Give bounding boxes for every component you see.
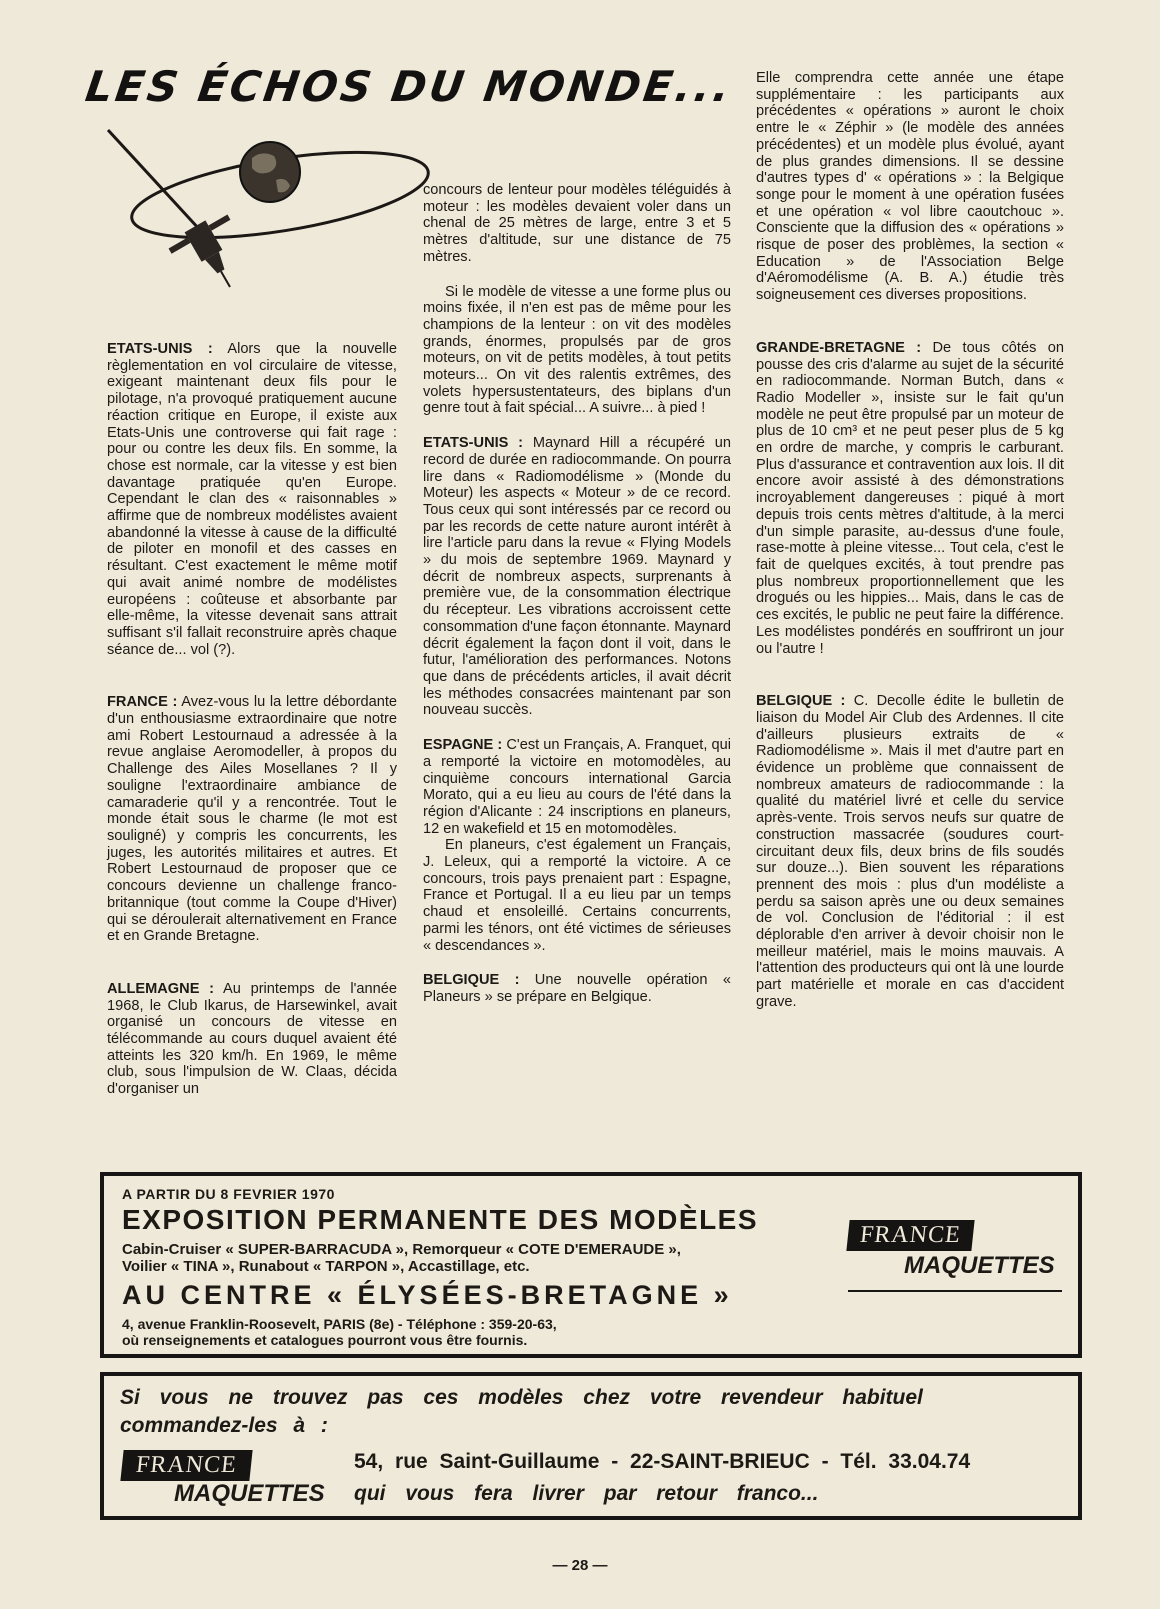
ad-address-block [122,1316,557,1348]
ad-models-line: Cabin-Cruiser « SUPER-BARRACUDA », Remorqueur « COTE D'EMERAUDE », [122,1241,681,1258]
paragraph-body: Alors que la nouvelle règlementation en vol circulaire de vitesse, exigeant maintenant deux fils pour le pilotage, n'a provoqué pratiquement aucune réaction critique en Europe, il existe aux Etats-Unis une controverse qui fait rage : pour ou contre les deux fils. En somme, la chose est normale, car la vitesse y est bien davantage pratiquée qu'en Europe. Cependant le clan des « raisonnables » affirme que de nombreux modélistes avaient abandonné la vitesse à cause de la difficulté de piloter en monofil et des casses en résultant. C'est exactement le même motif qui avait animé nombre de modélistes européens : coûteuse et absorbante par elle-même, la vitesse devenait sans attrait suffisant s'il fallait reconstruire après chaque séance de... vol (?). [107,341,397,658]
france-maquettes-logo-sub: MAQUETTES [174,1480,325,1507]
ad-address: 54, rue Saint-Guillaume - 22-SAINT-BRIEUC - Tél. 33.04.74 [354,1450,971,1473]
section-heading-belgique: BELGIQUE : [756,693,846,710]
page-title: LES ÉCHOS DU MONDE... [82,62,736,111]
column-left [107,341,397,1098]
globe-satellite-illustration [80,110,440,345]
ad-date-line: A PARTIR DU 8 FEVRIER 1970 [122,1186,335,1202]
paragraph-body: Avez-vous lu la lettre débordante d'un enthousiasme extraordinaire que notre ami Robert Lestournaud a adressée à la revue anglaise Aeromodeller, à propos du Challenge des Ailes Mosellanes ? Il y souligne l'extraordinaire ambiance de camaraderie qu'il y a rencontrée. Tout le monde était sous le charme (le mot est souligné) y compris les concurrents, les juges, les autorités militaires et autres. Et Robert Lestournaud de proposer que ce concours devienne un challenge franco-britannique (tout comme la Coupe d'Hiver) qui se déroulerait alternativement en France et en Grande Bretagne. [107,694,397,945]
france-maquettes-logo-sub: MAQUETTES [904,1252,1055,1279]
paragraph-grande-bretagne [756,340,1064,657]
france-maquettes-logo: FRANCE [846,1220,974,1251]
paragraph-etats-unis-1 [107,341,397,658]
paragraph-belgique-2 [756,693,1064,1010]
ad-venue: AU CENTRE « ÉLYSÉES-BRETAGNE » [122,1280,733,1310]
ad-tagline: qui vous fera livrer par retour franco... [354,1482,819,1505]
paragraph-body: De tous côtés on pousse des cris d'alarme au sujet de la sécurité en radiocommande. Norman Butch, dans « Radio Modeller », insiste sur le fait qu'un modèle ne peut être propulsé par un moteur de plus de 10 cm³ et ne peut peser plus de 5 kg en ordre de marche, y compris le carburant. Plus d'assurance et contravention aux lois. Il dit encore avoir assisté à des démonstrations incroyablement dangereuses : piqué à mort depuis trois cents mètres d'altitude, à la merci d'un simple parasite, au-dessus d'une foule, rase-motte à pleine vitesse... Tout cela, c'est le fait de quelques excités, à tout prendre pas plus nombreux proportionnellement que les drogués ou les hippies... Mais, dans le cas de ces excités, le public ne peut faire la différence. Les modélistes pondérés en souffriront un jour ou l'autre ! [756,339,1064,657]
france-maquettes-logo: FRANCE [120,1450,252,1481]
ad-order-line: commandez-les à : [120,1414,328,1437]
paragraph-body: Maynard Hill a récupéré un record de durée en radiocommande. On pourra lire dans « Radiomodélisme » (Monde du Moteur) les aspects « Moteur » de ce record. Tous ceux qui sont intéressés par ce record ou par les records de cette nature auront intérêt à lire l'article paru dans la revue « Flying Models » du mois de septembre 1969. Maynard y décrit de nombreux aspects, surprenants à première vue, de la consommation électrique du récepteur. Les vibrations accroissent cette consommation d'une façon étonnante. Maynard décrit également la façon dont il voit, dans le futur, l'amélioration des performances. Notons que dans de précédents articles, il avait décrit les méthodes consacrées maintenant par son nouveau succès. [423,435,731,719]
ad-address: 4, avenue Franklin-Roosevelt, PARIS (8e) - Téléphone : 359-20-63, [122,1316,557,1332]
order-advertisement [100,1372,1082,1520]
paragraph-body: Une nouvelle opération « Planeurs » se prépare en Belgique. [423,972,731,1005]
paragraph-espagne [423,737,731,837]
paragraph-body: C'est un Français, A. Franquet, qui a remporté la victoire en motomodèles, au cinquième concours international Garcia Morato, qui a eu lieu au cours de l'été dans la région d'Alicante : 24 inscriptions en planeurs, 12 en wakefield et 15 en motomodèles. [423,737,731,837]
ad-models-list [122,1241,681,1275]
ad-models-line: Voilier « TINA », Runabout « TARPON », Accastillage, etc. [122,1258,530,1275]
page-number: — 28 — [552,1557,608,1574]
section-heading-etats-unis: ETATS-UNIS : [107,341,213,357]
ad-info: où renseignements et catalogues pourront vous être fournis. [122,1332,528,1348]
section-heading-france: FRANCE : [107,694,178,711]
section-heading-allemagne: ALLEMAGNE : [107,980,215,997]
paragraph-body: Au printemps de l'année 1968, le Club Ikarus, de Harsewinkel, avait organisé un concours de vitesse en télécommande au cours duquel avaient été atteints les 320 km/h. En 1969, le même club, sous l'impulsion de W. Claas, décida d'organiser un [107,980,397,1098]
paragraph-planeurs: En planeurs, c'est également un Français, J. Leleux, qui a remporté la victoire. A ce concours, trois pays prenaient part : Espagne, France et Portugal. Il a eu lieu par un temps chaud et ensoleillé. Certains concurrents, parmi les ténors, ont été victimes de sérieuses « descendances ». [423,837,731,954]
section-heading-espagne: ESPAGNE : [423,737,503,754]
paragraph-lenteur: Si le modèle de vitesse a une forme plus ou moins fixée, il n'en est pas de même pour les champions de la lenteur : on vit des modèles grands, énormes, propulsés par de gros moteurs, on vit de petits modèles, à tout petits moteurs... On vit des ralentis extrêmes, des volets hypersustentateurs, des biplans d'un genre tout à fait spécial... A suivre... à pied ! [423,283,731,417]
ad-order-line: Si vous ne trouvez pas ces modèles chez votre revendeur habituel [120,1386,923,1409]
logo-underline [848,1290,1062,1292]
paragraph-france [107,694,397,945]
section-heading-etats-unis: ETATS-UNIS : [423,435,524,452]
column-middle [423,182,731,1006]
paragraph-continuation: concours de lenteur pour modèles téléguidés à moteur : les modèles devaient voler dans un chenal de 25 mètres de large, entre 3 et 5 mètres d'altitude, sur une distance de 75 mètres. [423,182,731,265]
column-right [756,70,1064,1011]
section-heading-belgique: BELGIQUE : [423,972,520,989]
paragraph-etats-unis-2 [423,435,731,719]
paragraph-body: C. Decolle édite le bulletin de liaison du Model Air Club des Ardennes. Il cite d'ailleurs plusieurs extraits de « Radiomodélisme ». Mais il met d'autre part en évidence un problème que connaissent de nombreux amateurs de radiocommande : la qualité du matériel livré et celle du service après-vente. Trois servos neufs sur quatre de construction massacrée (soudures court-circuitant deux fils, deux brins de fils soudés sur douze...). Bien souvent les réparations prennent des mois : plus d'un modéliste a perdu sa saison après une ou deux semaines de vol. Conclusion de l'éditorial : il est déplorable d'en arriver à devoir choisir non le meilleur matériel, mais le moins mauvais. A l'attention des producteurs qui ont là une lourde part matérielle et morale en cas d'accident grave. [756,693,1064,1010]
paragraph-operations: Elle comprendra cette année une étape supplémentaire : les participants aux précédentes « opérations » auront le choix entre le « Zéphir » (le modèle des années précédentes) et un modèle plus évolué, ayant de plus grandes dimensions. Il se dessine d'autres types d' « opérations » : la Belgique songe pour le moment à une opération fusées et une opération « vol libre caoutchouc ». Consciente que la diffusion des « opérations » risque de poser des problèmes, la section « Education » de l'Association Belge d'Aéromodélisme (A. B. A.) étudie très soigneusement ces diverses propositions. [756,70,1064,304]
paragraph-allemagne [107,981,397,1098]
paragraph-belgique-1 [423,972,731,1005]
exhibition-advertisement [100,1172,1082,1358]
section-heading-grande-bretagne: GRANDE-BRETAGNE : [756,339,922,356]
ad-headline: EXPOSITION PERMANENTE DES MODÈLES [122,1204,759,1235]
